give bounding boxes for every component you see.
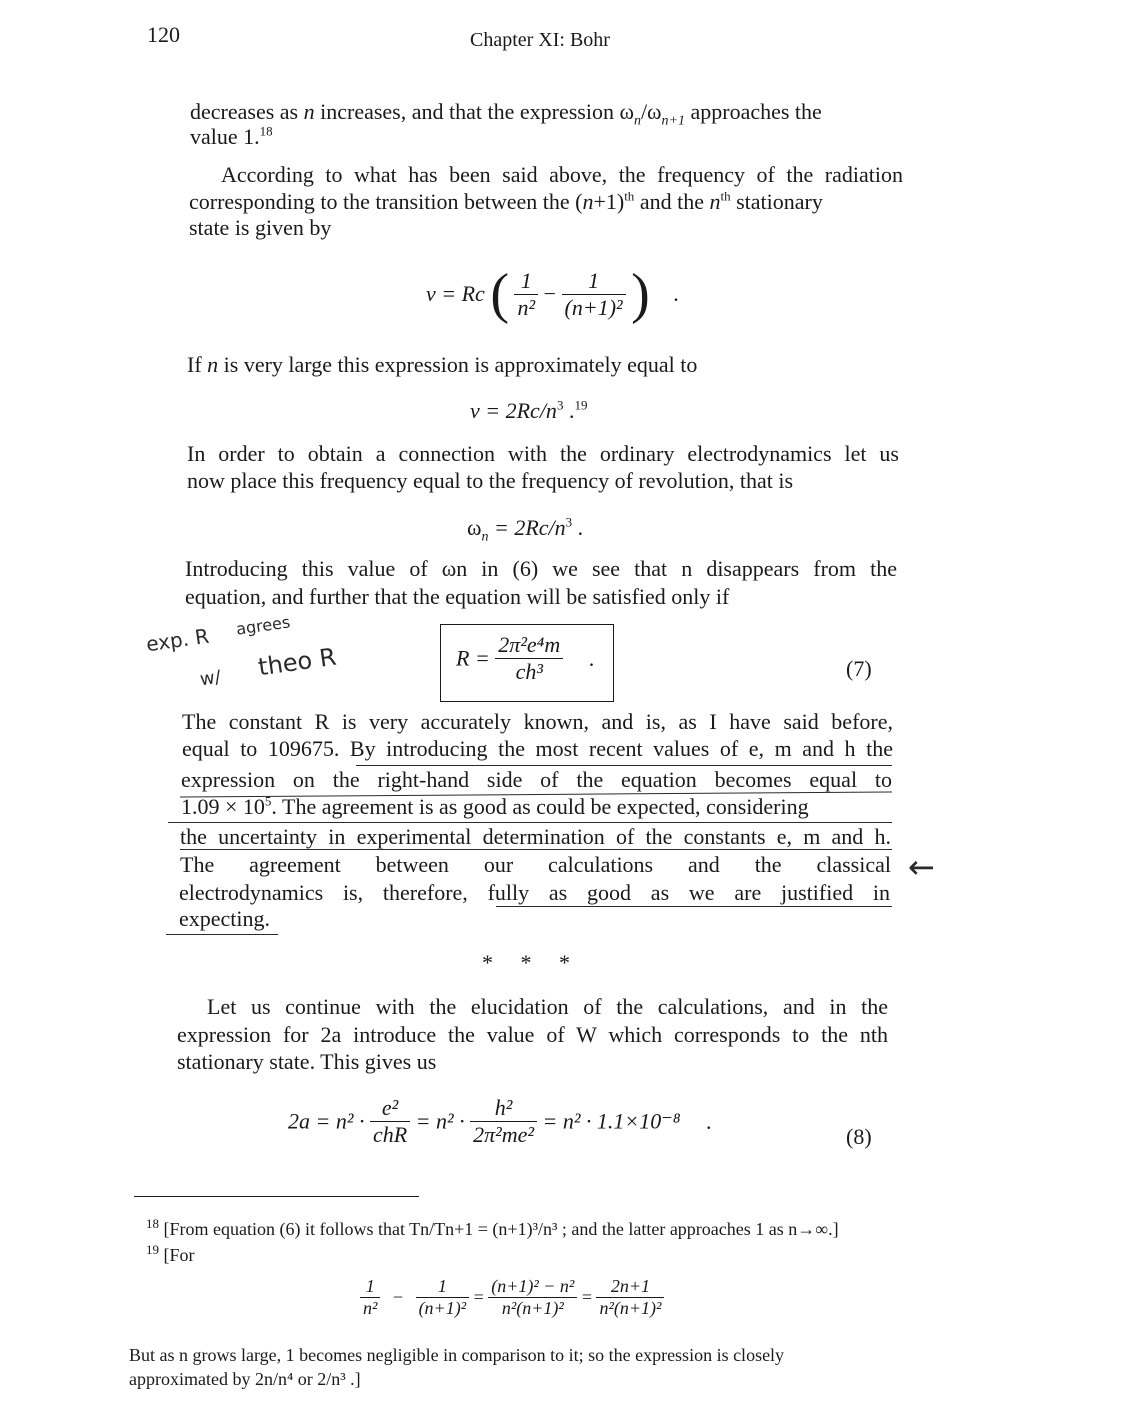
handwritten-note: agrees xyxy=(234,612,292,639)
equation-frequency: ν = Rc ( $\frac{1}{\text{n²}}$ − $\frac{1}{\text{(n+1)²}}$ ) . xyxy=(426,263,679,325)
fraction: $\frac{\text{2π²e⁴m}}{\text{ch³}}$ xyxy=(495,632,563,685)
text-line: expression on the right-hand side of the equation becomes equal to xyxy=(181,767,892,792)
text-line: equal to 109675. By introducing the most recent values of e, m and h the xyxy=(182,736,893,761)
equation-radius: 2a = n² · $\frac{\text{e²}}{\text{chR}}$ = n² · $\frac{\text{h²}}{\text{2π²me²}}$ = n² · 1.1×10⁻⁸ . xyxy=(288,1095,712,1147)
fraction: $\frac{2n+1}{\text{n²(n+1)²}}$ xyxy=(596,1276,664,1319)
handwritten-note: theo R xyxy=(256,642,338,682)
fraction: $\frac{1}{\text{(n+1)²}}$ xyxy=(562,268,626,321)
equation-label: (8) xyxy=(846,1124,872,1149)
fraction: $\frac{1}{\text{n²}}$ xyxy=(360,1276,380,1319)
footnote-text: approximated by 2n/n⁴ or 2/n³ .] xyxy=(129,1369,361,1389)
margin-arrow-icon: ← xyxy=(908,848,935,886)
equation-rydberg: R = $\frac{\text{2π²e⁴m}}{\text{ch³}}$ . xyxy=(456,632,595,684)
fraction: $\frac{\text{h²}}{\text{2π²me²}}$ xyxy=(470,1095,537,1148)
text-line: The agreement between our calculations and the classical xyxy=(180,852,891,877)
text-line: state is given by xyxy=(189,215,332,240)
handwritten-underline xyxy=(356,765,892,766)
text-line: Introducing this value of ωn in (6) we see that n disappears from the xyxy=(185,556,897,581)
text-line: $1.09 \times 10^5$. The agreement is as good as could be expected, considering xyxy=(181,793,809,819)
footnote-19: $^{19}$ [For xyxy=(146,1242,195,1265)
equation-label: (7) xyxy=(846,656,872,681)
text-line: now place this frequency equal to the frequency of revolution, that is xyxy=(187,468,794,493)
fraction: $\frac{1}{\text{n²}}$ xyxy=(514,268,538,321)
footnote-rule xyxy=(134,1196,419,1197)
text-line: Let us continue with the elucidation of the calculations, and in the xyxy=(207,994,888,1019)
text-line: equation, and further that the equation will be satisfied only if xyxy=(185,584,730,609)
text-line: electrodynamics is, therefore, fully as good as we are justified in xyxy=(179,880,890,905)
text-line: the uncertainty in experimental determination of the constants e, m and h. xyxy=(180,824,891,849)
text-line: According to what has been said above, the frequency of the radiation xyxy=(221,162,903,187)
text-line: stationary state. This gives us xyxy=(177,1049,437,1074)
fraction: $\frac{1}{\text{(n+1)²}}$ xyxy=(416,1276,470,1319)
footnote-18: $^{18}$ [From equation (6) it follows that Tn/Tn+1 = (n+1)³/n³ ; and the latter approaches 1 as n→∞.] xyxy=(146,1216,839,1239)
handwritten-underline xyxy=(166,934,278,935)
footnote-text: But as n grows large, 1 becomes negligible in comparison to it; so the expression is closely xyxy=(129,1345,785,1365)
fraction: $\frac{\text{e²}}{\text{chR}}$ xyxy=(370,1095,410,1148)
handwritten-note: w/ xyxy=(198,666,223,691)
text-line: decreases as n increases, and that the expression $\omega_n/\omega_{n+1}$ approaches the xyxy=(190,99,822,129)
handwritten-underline xyxy=(168,822,892,823)
text-line: If n is very large this expression is approximately equal to xyxy=(187,352,698,377)
section-break: * * * xyxy=(482,950,570,975)
equation-approx: $\nu = 2Rc/n^3$ .$^{19}$ xyxy=(470,397,588,423)
fraction: $\frac{\text{(n+1)² − n²}}{\text{n²(n+1)²}}$ xyxy=(488,1276,577,1319)
text-line: value 1.18 xyxy=(190,123,273,149)
text-line: expecting. xyxy=(179,906,271,931)
handwritten-note: exp. R xyxy=(144,623,211,657)
page-number: 120 xyxy=(147,22,180,47)
running-header: Chapter XI: Bohr xyxy=(470,29,610,51)
footnote-ref-18: 18 xyxy=(259,123,273,139)
text-line: The constant R is very accurately known, and is, as I have said before, xyxy=(182,709,893,734)
text-line: In order to obtain a connection with the ordinary electrodynamics let us xyxy=(187,441,899,466)
footnote-equation: $\frac{1}{\text{n²}}$ − $\frac{1}{\text{(n+1)²}}$ = $\frac{\text{(n+1)² − n²}}{\text{n²(n+1)²}}$ = $\frac{2n+1}{\text{n²(n+1)²}}$ xyxy=(360,1276,664,1319)
handwritten-underline xyxy=(496,906,892,907)
equation-revolution: $\omega_n = 2Rc/n^3$ . xyxy=(467,514,584,545)
handwritten-underline xyxy=(180,849,892,850)
text-line: expression for 2a introduce the value of W which corresponds to the nth xyxy=(177,1022,888,1047)
text-line: corresponding to the transition between the $(n+1)^{th}$ and the $n^{th}$ stationary xyxy=(189,188,823,214)
